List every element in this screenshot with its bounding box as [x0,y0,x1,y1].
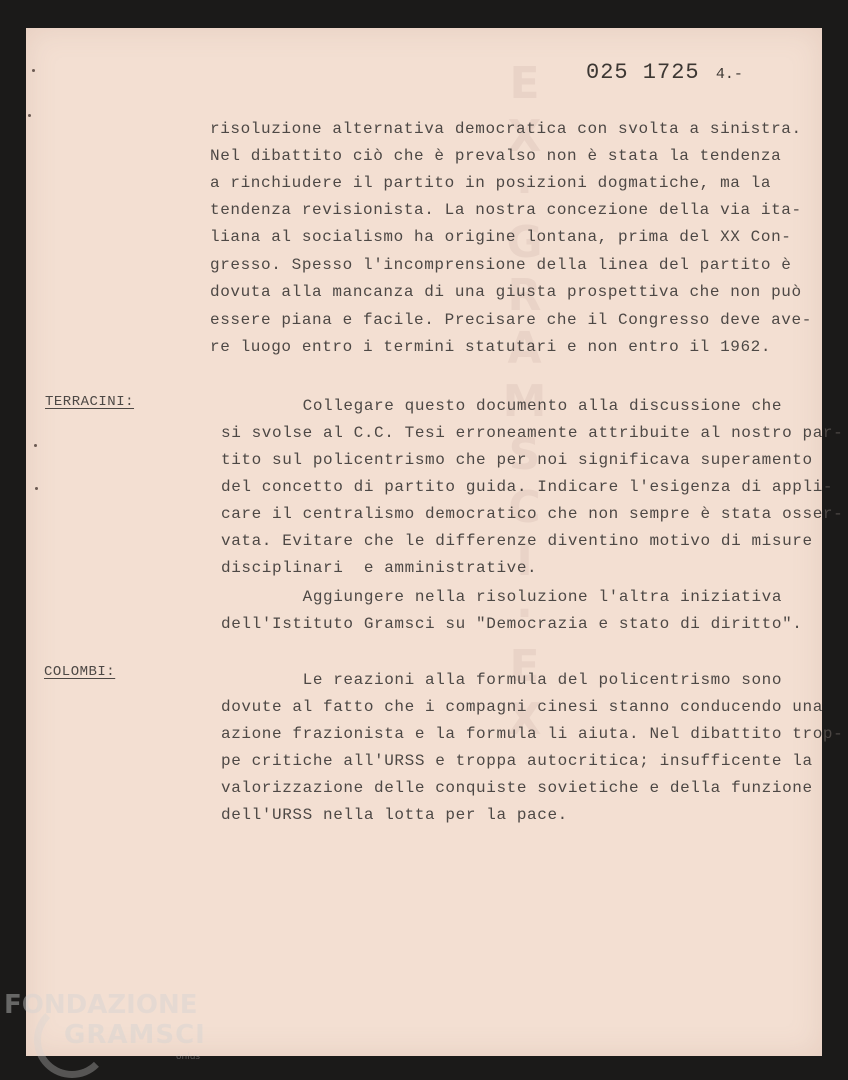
text-line: a rinchiudere il partito in posizioni dogmatiche, ma la [210,174,772,192]
text-line: Le reazioni alla formula del policentrismo sono [221,671,783,689]
text-line: Collegare questo documento alla discussione che [221,397,783,415]
text-line: del concetto di partito guida. Indicare l'esigenza di appli- [221,478,834,496]
text-line: dell'Istituto Gramsci su "Democrazia e stato di diritto". [221,615,803,633]
paper-speck [34,444,37,447]
speaker-terracini: TERRACINI: [45,394,135,410]
text-line: vata. Evitare che le differenze diventino motivo di misure [221,532,813,550]
document-id: 025 1725 [586,60,700,85]
text-line: gresso. Spesso l'incomprensione della linea del partito è [210,256,792,274]
text-line: re luogo entro i termini statutari e non entro il 1962. [210,338,772,356]
text-line: liana al socialismo ha origine lontana, prima del XX Con- [210,228,792,246]
text-line: valorizzazione delle conquiste sovietiche e della funzione [221,779,813,797]
paper-speck [28,114,31,117]
text-line: dovuta alla mancanza di una giusta prospettiva che non può [210,283,802,301]
document-number [586,60,743,85]
page-marker: 4.- [715,66,743,83]
speaker-colombi: COLOMBI: [44,664,116,680]
text-line: si svolse al C.C. Tesi erroneamente attribuite al nostro par- [221,424,844,442]
text-line: disciplinari e amministrative. [221,559,538,577]
text-line: pe critiche all'URSS e troppa autocritica; insufficente la [221,752,813,770]
text-line: dell'URSS nella lotta per la pace. [221,806,568,824]
logo-tag: onlus [176,1052,201,1062]
fondazione-gramsci-logo [4,990,214,1070]
text-line: tendenza revisionista. La nostra concezione della via ita- [210,201,802,219]
text-line: risoluzione alternativa democratica con svolta a sinistra. [210,120,802,138]
text-line: tito sul policentrismo che per noi significava superamento [221,451,813,469]
text-line: Nel dibattito ciò che è prevalso non è stata la tendenza [210,147,782,165]
text-line: dovute al fatto che i compagni cinesi stanno conducendo una [221,698,823,716]
paper-speck [32,69,35,72]
logo-line-1: FONDAZIONE [4,990,198,1020]
text-line: care il centralismo democratico che non sempre è stata osser- [221,505,844,523]
text-line: azione frazionista e la formula li aiuta. Nel dibattito trop- [221,725,844,743]
archive-watermark: EX·GRAMSCI·EX [499,58,550,747]
text-line: Aggiungere nella risoluzione l'altra iniziativa [221,588,783,606]
paper-speck [35,487,38,490]
text-line: essere piana e facile. Precisare che il Congresso deve ave- [210,311,812,329]
logo-line-2: GRAMSCI [64,1020,206,1050]
